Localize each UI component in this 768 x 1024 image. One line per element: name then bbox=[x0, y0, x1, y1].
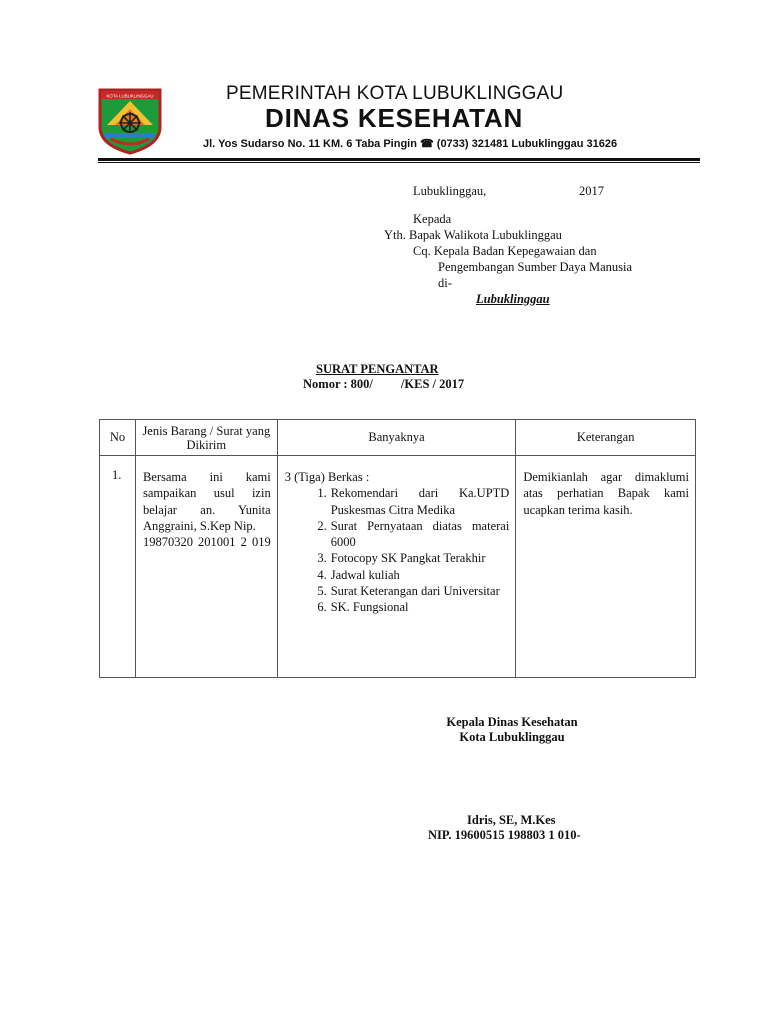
berkas-list bbox=[285, 485, 510, 615]
list-item-number: 6. bbox=[317, 600, 327, 615]
signature-nip: NIP. 19600515 198803 1 010- bbox=[428, 828, 581, 842]
table-header-row bbox=[100, 420, 696, 456]
letter-title: SURAT PENGANTAR bbox=[316, 362, 439, 376]
list-item-text: Surat Keterangan dari Universitar bbox=[330, 584, 500, 599]
row-jenis bbox=[135, 456, 277, 678]
list-item bbox=[285, 485, 510, 518]
logo-text: KOTA LUBUKLINGGAU bbox=[106, 93, 154, 99]
keterangan-text: Demikianlah agar dimaklumi atas perhatian Bapak kami ucapkan terima kasih. bbox=[523, 470, 689, 517]
header-no: No bbox=[100, 420, 136, 456]
recipient-cq-1: Cq. Kepala Badan Kepegawaian dan bbox=[413, 244, 597, 258]
phone-icon: ☎ bbox=[420, 138, 434, 150]
list-item-text: Fotocopy SK Pangkat Terakhir bbox=[330, 551, 486, 566]
list-item bbox=[285, 567, 510, 583]
kepada-label: Kepada bbox=[413, 212, 452, 226]
list-item-number: 1. bbox=[317, 486, 327, 501]
recipient-cq-2: Pengembangan Sumber Daya Manusia bbox=[438, 260, 633, 274]
number-suffix: /KES / 2017 bbox=[400, 377, 465, 391]
address-text: Jl. Yos Sudarso No. 11 KM. 6 Taba Pingin bbox=[203, 138, 417, 150]
list-item-text: Jadwal kuliah bbox=[330, 567, 400, 582]
list-item bbox=[285, 550, 510, 566]
list-item bbox=[285, 599, 510, 615]
list-item bbox=[285, 518, 510, 551]
list-item-text: Rekomendari dari Ka.UPTD Puskesmas Citra Medika bbox=[330, 486, 510, 517]
signature-name: Idris, SE, M.Kes bbox=[467, 813, 556, 827]
letter-number bbox=[303, 377, 464, 392]
recipient-yth: Yth. Bapak Walikota Lubuklinggau bbox=[384, 228, 562, 242]
signature-title-2: Kota Lubuklinggau bbox=[459, 730, 565, 744]
list-item-number: 4. bbox=[317, 567, 327, 582]
letterhead-rule-thin bbox=[98, 162, 700, 163]
row-no: 1. bbox=[100, 456, 136, 678]
jenis-text: Bersama ini kami sampaikan usul izin belajar an. Yunita Anggraini, S.Kep Nip. bbox=[142, 470, 271, 533]
header-banyaknya: Banyaknya bbox=[277, 420, 516, 456]
list-item-text: Surat Pernyataan diatas materai 6000 bbox=[330, 518, 510, 550]
jenis-nip: 19870320 201001 2 019 bbox=[142, 535, 271, 550]
list-item-text: SK. Fungsional bbox=[330, 600, 409, 615]
list-item-number: 2. bbox=[317, 518, 327, 533]
list-item-number: 3. bbox=[317, 551, 327, 566]
recipient-di: di- bbox=[438, 276, 452, 290]
letterhead-rule-thick bbox=[98, 158, 700, 161]
phone-text: (0733) 321481 Lubuklinggau 31626 bbox=[436, 138, 618, 150]
signature-title-1: Kepala Dinas Kesehatan bbox=[446, 715, 578, 729]
list-item bbox=[285, 583, 510, 599]
row-banyaknya bbox=[277, 456, 516, 678]
row-keterangan bbox=[516, 456, 696, 678]
letterhead-address bbox=[203, 137, 617, 150]
date-city: Lubuklinggau, bbox=[413, 184, 487, 198]
banyaknya-intro: 3 (Tiga) Berkas : bbox=[284, 470, 370, 484]
letterhead-government: PEMERINTAH KOTA LUBUKLINGGAU bbox=[226, 83, 564, 104]
date-year: 2017 bbox=[579, 184, 604, 198]
table-row bbox=[100, 456, 696, 678]
letterhead-agency: DINAS KESEHATAN bbox=[265, 103, 524, 133]
recipient-place: Lubuklinggau bbox=[476, 292, 550, 306]
number-prefix: Nomor : 800/ bbox=[303, 377, 373, 391]
list-item-number: 5. bbox=[317, 584, 327, 599]
header-keterangan: Keterangan bbox=[516, 420, 696, 456]
header-jenis: Jenis Barang / Surat yang Dikirim bbox=[135, 420, 277, 456]
city-logo bbox=[97, 87, 163, 155]
items-table bbox=[99, 419, 696, 678]
